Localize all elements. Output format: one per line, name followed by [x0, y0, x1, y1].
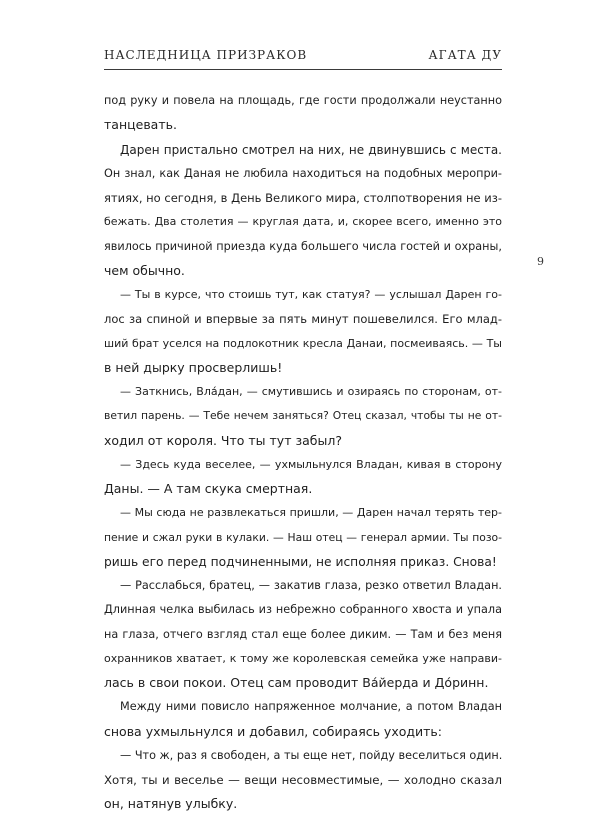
running-head-book-title: НАСЛЕДНИЦА ПРИЗРАКОВ [104, 48, 308, 62]
text-line: пение и сжал руки в кулаки. — Наш отец — генерал армии. Ты позо- [104, 530, 502, 544]
text-line: ший брат уселся на подлокотник кресла Данаи, посмеиваясь. — Ты [104, 336, 502, 350]
text-line: в ней дырку просверлишь! [104, 359, 283, 375]
text-line: под руку и повела на площадь, где гости продолжали неустанно [104, 94, 502, 107]
header-rule [104, 69, 502, 70]
text-line: Длинная челка выбилась из небрежно собранного хвоста и упала [104, 603, 502, 617]
text-line: на глаза, отчего взгляд стал еще более диким. — Там и без меня [104, 627, 502, 641]
text-line: Он знал, как Даная не любила находиться на подобных меропри- [104, 166, 502, 180]
text-line: бежать. Два столетия — круглая дата, и, скорее всего, именно это [104, 215, 502, 229]
text-line: ветил парень. — Тебе нечем заняться? Отец сказал, чтобы ты не от- [104, 409, 502, 423]
text-line: Даны. — А там скука смертная. [104, 481, 313, 496]
text-line: снова ухмыльнулся и добавил, собираясь уходить: [104, 723, 443, 739]
text-line: ришь его перед подчиненными, не исполняя приказ. Снова! [104, 554, 497, 569]
text-line: — Расслабься, братец, — закатив глаза, резко ответил Владан. [120, 579, 502, 592]
text-line: — Заткнись, Вла́дан, — смутившись и озираясь по сторонам, от- [120, 385, 502, 398]
page-number: 9 [537, 255, 544, 268]
body-text [104, 89, 502, 817]
text-line: Между ними повисло напряженное молчание, а потом Владан [120, 700, 502, 714]
text-line: — Здесь куда веселее, — ухмыльнулся Владан, кивая в сторону [120, 457, 502, 471]
text-line: явилось причиной приезда куда большего числа гостей и охраны, [104, 239, 502, 253]
text-line: охранников хватает, к тому же королевская семейка уже направи- [104, 651, 502, 665]
text-line: ходил от короля. Что ты тут забыл? [104, 432, 342, 448]
text-line: — Мы сюда не развлекаться пришли, — Дарен начал терять тер- [120, 506, 502, 520]
text-line: он, натянув улыбку. [104, 796, 238, 812]
text-line: Дарен пристально смотрел на них, не двинувшись с места. [120, 142, 502, 157]
text-line: лос за спиной и впервые за пять минут пошевелился. Его млад- [104, 312, 502, 327]
text-line: лась в свои покои. Отец сам проводит Ва́йерда и До́ринн. [104, 675, 489, 690]
text-line: чем обычно. [104, 262, 185, 278]
text-line: танцевать. [104, 117, 177, 133]
running-head-author: АГАТА ДУ [428, 48, 502, 62]
text-line: — Ты в курсе, что стоишь тут, как статуя? — услышал Дарен го- [120, 288, 502, 301]
text-line: ятиях, но сегодня, в День Великого мира, столпотворения не из- [104, 191, 502, 205]
text-line: — Что ж, раз я свободен, а ты еще нет, пойду веселиться один. [120, 748, 502, 762]
text-line: Хотя, ты и веселье — вещи несовместимые, — холодно сказал [104, 773, 502, 787]
